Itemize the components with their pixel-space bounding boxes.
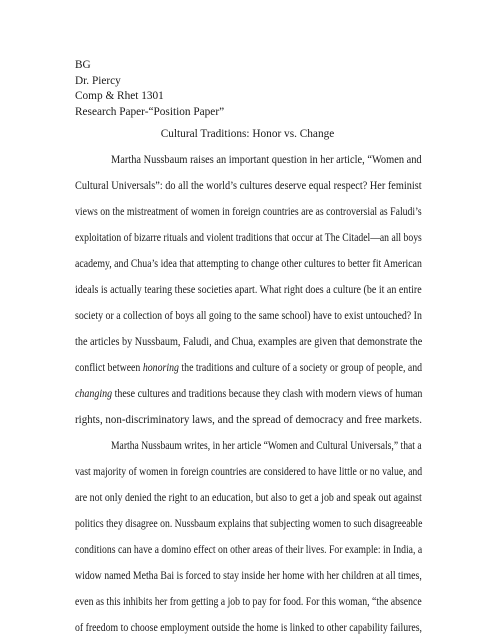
paper-title: Cultural Traditions: Honor vs. Change [160, 128, 335, 140]
paragraph-1-line-11: rights, non-discriminatory laws, and the spread of democracy and free markets. [75, 414, 422, 426]
paragraph-2-line-7: even as this inhibits her from getting a job to pay for food. For this woman, “the absence [75, 596, 422, 608]
text-span: conflict between [75, 362, 143, 374]
paragraph-1-line-3: views on the mistreatment of women in foreign countries are as controversial as Faludi’s [75, 206, 422, 218]
paragraph-2-line-5: conditions can have a domino effect on other areas of their lives. For example: in India, a [75, 544, 423, 556]
paragraph-2-line-1: Martha Nussbaum writes, in her article “Women and Cultural Universals,” that a [111, 440, 422, 452]
instructor-line: Dr. Piercy [75, 74, 121, 87]
emphasis-honoring: honoring [142, 362, 179, 374]
paragraph-1-line-5: academy, and Chua’s idea that attempting to change other cultures to better fit American [75, 258, 422, 270]
paragraph-1-line-8: the articles by Nussbaum, Faludi, and Chua, examples are given that demonstrate the [75, 336, 423, 348]
assignment-line: Research Paper-“Position Paper” [75, 105, 225, 118]
paragraph-1-line-4: exploitation of bizarre rituals and violent traditions that occur at The Citadel—an all boys [75, 232, 422, 244]
author-line: BG [75, 59, 91, 71]
paragraph-1-line-7: society or a collection of boys all going to the same school) have to exist untouched? In [75, 310, 422, 322]
text-span: these cultures and traditions because they clash with modern views of human [112, 388, 423, 400]
paragraph-1-line-10 [75, 387, 422, 402]
emphasis-changing: changing [75, 388, 113, 400]
paragraph-2-line-6: widow named Metha Bai is forced to stay inside her home with her children at all times, [75, 570, 422, 582]
paragraph-2-line-8: of freedom to choose employment outside the home is linked to other capability failures, [75, 622, 422, 634]
paragraph-1-line-6: ideals is actually tearing these societies apart. What right does a culture (be it an entire [75, 284, 422, 296]
paragraph-1-line-9 [75, 361, 422, 376]
paragraph-2-line-2: vast majority of women in foreign countries are considered to have little or no value, and [75, 466, 423, 478]
text-span: the traditions and culture of a society or group of people, and [178, 362, 423, 374]
paragraph-1-line-1: Martha Nussbaum raises an important question in her article, “Women and [111, 154, 422, 166]
paragraph-2-line-3: are not only denied the right to an education, but also to get a job and speak out against [75, 492, 422, 504]
document-header [75, 58, 224, 120]
paragraph-1-line-2: Cultural Universals”: do all the world’s cultures deserve equal respect? Her feminist [75, 180, 422, 192]
paragraph-2-line-4: politics they disagree on. Nussbaum explains that subjecting women to such disagreeable [75, 518, 423, 530]
course-line: Comp & Rhet 1301 [75, 90, 164, 102]
